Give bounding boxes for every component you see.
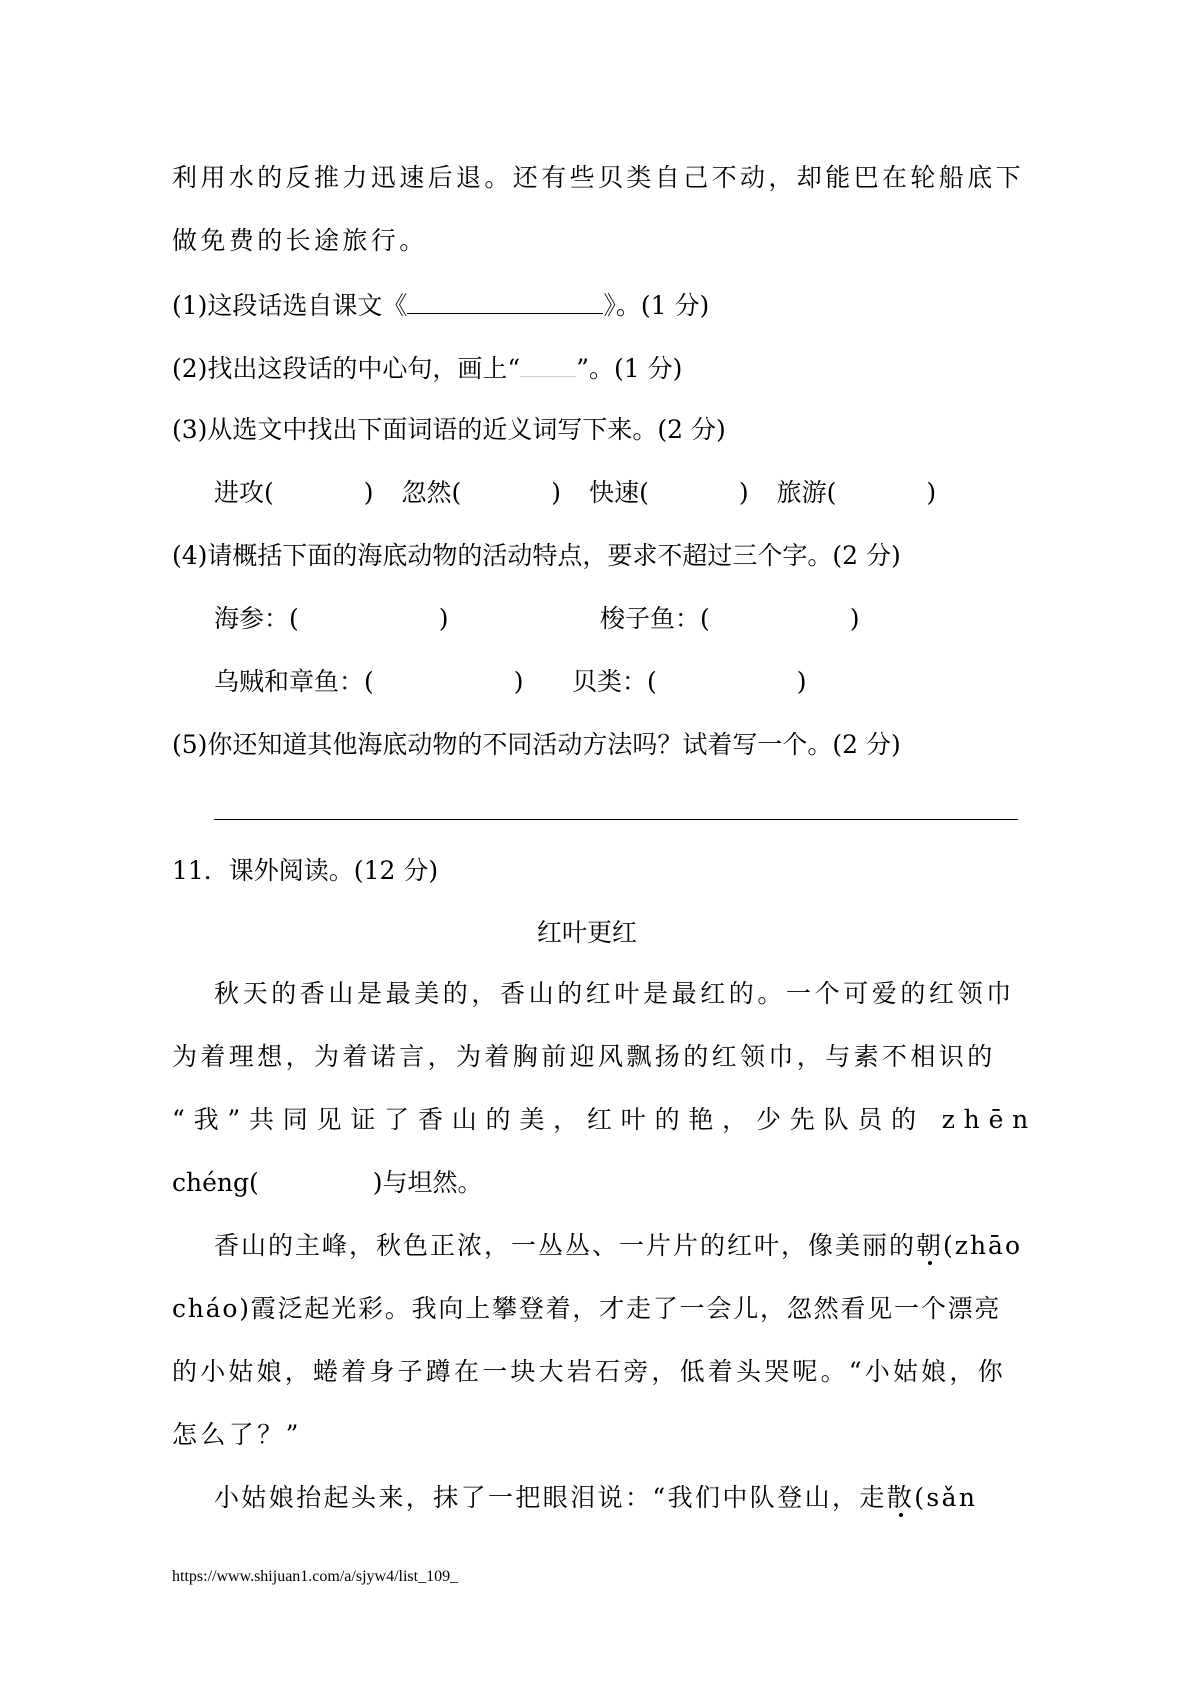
word-item [777,478,937,507]
pinyin-choice: (sǎn [914,1483,978,1512]
word-label: 忽然( [401,478,462,507]
question-4-item [600,606,860,631]
word-item [214,478,374,507]
word-label: 旅游( [776,478,837,507]
item-label: 贝类：( [572,667,657,696]
question-2 [172,354,682,381]
question-4-item [214,669,524,694]
item-label: 海参：( [214,604,299,633]
line-text: 香山的主峰，秋色正浓，一丛丛、一片片的红叶，像美丽的 [214,1231,917,1260]
close-paren: ) [551,478,562,507]
article-line: “我”共同见证了香山的美，红叶的艳，少先队员的 zhēn [172,1105,1038,1134]
article-line [172,1170,483,1195]
question-2-score: ”。(1 分) [576,354,683,383]
word-item [589,478,749,507]
close-paren: ) [363,478,374,507]
article-line: cháo)霞泛起光彩。我向上攀登着，才走了一会儿，忽然看见一个漂亮 [172,1294,1002,1323]
article-line: 为着理想，为着诺言，为着胸前迎风飘扬的红领巾，与素不相识的 [172,1042,996,1071]
article-title: 红叶更红 [537,918,638,947]
dotted-character: 散 [886,1483,915,1512]
word-item [402,478,562,507]
section-heading: 11．课外阅读。(12 分) [172,856,439,885]
footer-url[interactable]: https://www.shijuan1.com/a/sjyw4/list_109_ [172,1568,459,1585]
word-label: 快速( [589,478,649,507]
close-paren: ) [926,478,937,507]
question-1 [172,291,709,318]
close-paren: ) [738,478,749,507]
article-line: 怎么了？” [172,1420,302,1449]
item-label: 乌贼和章鱼：( [214,667,374,696]
passage-line: 利用水的反推力迅速后退。还有些贝类自己不动，却能巴在轮船底下 [172,163,1025,192]
title-answer-blank[interactable] [407,291,603,314]
item-label: 梭子鱼：( [600,604,710,633]
underline-sample [520,354,576,377]
line-text: 小姑娘抬起头来，抹了一把眼泪说：“我们中队登山，走 [214,1483,887,1512]
pinyin-text: chéng( [172,1168,259,1197]
article-line [214,1485,977,1510]
article-line [214,1233,1022,1258]
close-paren: ) [438,604,449,633]
question-3-words [214,480,936,505]
question-3: (3)从选文中找出下面词语的近义词写下来。(2 分) [172,415,726,444]
question-4-item [214,606,449,631]
article-line: 的小姑娘，蜷着身子蹲在一块大岩石旁，低着头哭呢。“小姑娘，你 [172,1357,1006,1386]
question-4-item [572,669,807,694]
dotted-character: 朝 [916,1231,944,1260]
question-1-text: (1)这段话选自课文《 [172,291,408,320]
article-line: 秋天的香山是最美的，香山的红叶是最红的。一个可爱的红领巾 [214,979,1015,1008]
question-1-score: 》。(1 分) [603,291,710,320]
answer-line[interactable] [214,819,1018,820]
line-text: )与坦然。 [372,1168,483,1197]
pinyin-choice: (zhāo [943,1231,1023,1260]
close-paren: ) [513,667,524,696]
close-paren: ) [796,667,807,696]
word-label: 进攻( [214,478,274,507]
question-2-text: (2)找出这段话的中心句，画上“ [172,354,521,383]
close-paren: ) [849,604,860,633]
question-4: (4)请概括下面的海底动物的活动特点，要求不超过三个字。(2 分) [172,541,901,570]
question-5: (5)你还知道其他海底动物的不同活动方法吗？试着写一个。(2 分) [172,730,901,759]
passage-line: 做免费的长途旅行。 [172,226,428,255]
